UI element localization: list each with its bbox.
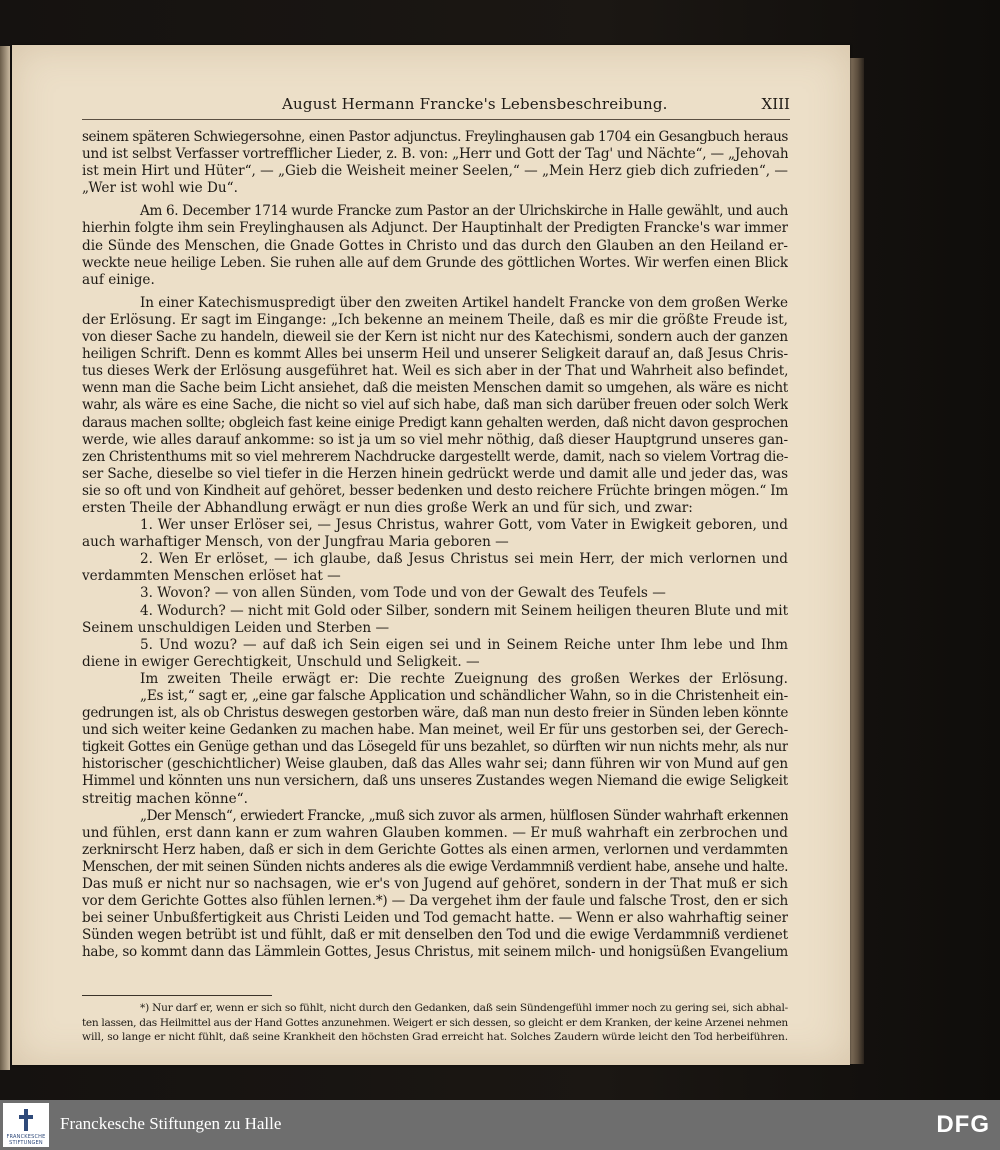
text-line: daraus machen sollte; obgleich fast keine einige Predigt kann gehalten werden, daß nicht davon gesprochen (82, 414, 788, 431)
text-line: verdammten Menschen erlöset hat — (82, 568, 341, 585)
text-line: auf einige. (82, 271, 155, 288)
text-line: wahr, als wäre es eine Sache, die nicht so viel auf sich habe, daß man sich darüber freuen oder solch Werk (82, 397, 788, 414)
text-line: ser Sache, dieselbe so viel tiefer in die Herzen hinein gedrückt werde und damit alle und jeder das, was (82, 465, 788, 482)
text-line: heiligen Schrift. Denn es kommt Alles bei unserm Heil und unserer Seligkeit darauf an, daß Jesus Chris- (82, 346, 788, 363)
text-line: streitig machen könne“. (82, 790, 248, 807)
text-line: „Wer ist wohl wie Du“. (82, 180, 238, 197)
text-line: „Es ist,“ sagt er, „eine gar falsche Application und schändlicher Wahn, so in die Christenheit ein- (140, 688, 788, 704)
text-line: der Erlösung. Er sagt im Eingange: „Ich bekenne an meinem Theile, daß es mir die größte Freude ist, (82, 311, 788, 328)
footnote-divider (82, 995, 272, 996)
text-line: 3. Wovon? — von allen Sünden, vom Tode und von der Gewalt des Teufels — (140, 585, 666, 602)
text-line: sie so oft und von Kindheit auf gehöret, besser bedenken und desto reichere Früchte bringen mögen.“ Im (82, 482, 788, 499)
footnote (82, 1001, 788, 1045)
text-line: 1. Wer unser Erlöser sei, — Jesus Christus, wahrer Gott, vom Vater in Ewigkeit geboren, und (140, 517, 788, 534)
text-line: und fühlen, erst dann kann er zum wahren Glauben kommen. — Er muß wahrhaft ein zerbrochen und (82, 824, 788, 841)
facing-page-edge (0, 46, 10, 1070)
text-line: tigkeit Gottes ein Genüge gethan und das Lösegeld für uns bezahlet, so dürften wir nun nichts mehr, als nur (82, 739, 788, 756)
text-line: und ist selbst Verfasser vortrefflicher Lieder, z. B. von: „Herr und Gott der Tag' und Nächte“, — „Jehovah (82, 146, 788, 163)
text-line: seinem späteren Schwiegersohne, einen Pastor adjunctus. Freylinghausen gab 1704 ein Gesangbuch heraus (82, 129, 788, 145)
text-line: 2. Wen Er erlöset, — ich glaube, daß Jesus Christus sei mein Herr, der mich verlornen und (140, 551, 788, 568)
text-line: Menschen, der mit seinen Sünden nichts anderes als die ewige Verdammniß verdient habe, ansehe und halte. (82, 858, 788, 875)
viewer-footer-bar (0, 1100, 1000, 1150)
page-number: XIII (761, 95, 790, 113)
text-line: zerknirscht Herz haben, daß er sich in dem Gerichte Gottes als einen armen, verlornen und verdammten (82, 841, 788, 858)
text-line: und sich weiter keine Gedanken zu machen habe. Man meinet, weil Er für uns gestorben sei, der Gerech- (82, 722, 788, 739)
text-line: diene in ewiger Gerechtigkeit, Unschuld und Seligkeit. — (82, 653, 480, 670)
text-line: Das muß er nicht nur so nachsagen, wie er's von Jugend auf gehöret, sondern in der That muß er sich (82, 876, 788, 893)
book-page (12, 45, 850, 1065)
text-line: habe, so kommt dann das Lämmlein Gottes, Jesus Christus, mit seinem milch- und honigsüßen Evangelium (82, 944, 788, 961)
logo-caption-line1: FRANCKESCHE (6, 1134, 46, 1140)
logo-caption-line2: STIFTUNGEN (9, 1140, 43, 1146)
text-line: wenn man die Sache beim Licht ansiehet, daß die meisten Menschen damit so umgehen, als wäre es nicht (82, 380, 788, 397)
institution-name[interactable]: Franckesche Stiftungen zu Halle (60, 1114, 282, 1133)
footnote-line: *) Nur darf er, wenn er sich so fühlt, nicht durch den Gedanken, daß sein Sündengefühl immer noch zu gering sei, sich abhal- (140, 1002, 788, 1014)
text-line: gedrungen ist, als ob Christus deswegen gestorben wäre, daß man nun desto freier in Sünden leben könnte (82, 705, 788, 722)
text-line: tus dieses Werk der Erlösung ausgeführet hat. Weil es sich aber in der That und Wahrheit also befindet, (82, 363, 788, 380)
book-page-edge (848, 58, 864, 1064)
dfg-logo[interactable]: DFG (936, 1111, 990, 1138)
text-line: „Der Mensch“, erwiedert Francke, „muß sich zuvor als armen, hülflosen Sünder wahrhaft erkennen (140, 807, 788, 824)
text-line: die Sünde des Menschen, die Gnade Gottes in Christo und das durch den Glauben an den Heiland er- (82, 237, 788, 254)
text-line: von dieser Sache zu handeln, dieweil sie der Kern ist nicht nur des Katechismi, sondern auch der ganzen (82, 329, 788, 346)
running-header (82, 91, 790, 120)
text-line: Im zweiten Theile erwägt er: Die rechte Zueignung des großen Werkes der Erlösung. (140, 670, 788, 687)
text-line: ist mein Hirt und Hüter“, — „Gieb die Weisheit meiner Seelen,“ — „Mein Herz gieb dich zufrieden“, — (82, 163, 788, 180)
text-line: vor dem Gerichte Gottes also fühlen lernen.*) — Da vergehet ihm der faule und falsche Trost, den er sich (82, 893, 788, 910)
text-line: ersten Theile der Abhandlung erwägt er nun dies große Werk an und für sich, und zwar: (82, 499, 693, 516)
text-line: historischer (geschichtlicher) Weise glauben, daß das Alles wahr sei; dann führen wir von Mund auf gen (82, 756, 788, 773)
text-line: Seinem unschuldigen Leiden und Sterben — (82, 619, 390, 636)
text-line: hierhin folgte ihm sein Freylinghausen als Adjunct. Der Hauptinhalt der Predigten Francke's war immer (82, 220, 788, 237)
footnote-line: ten lassen, das Heilmittel aus der Hand Gottes anzunehmen. Weigert er sich dessen, so gleicht er dem Kranken, der keine Arzenei nehmen (82, 1016, 788, 1029)
text-line: In einer Katechismuspredigt über den zweiten Artikel handelt Francke von dem großen Werke (140, 294, 788, 311)
text-line: bei seiner Unbußfertigkeit aus Christi Leiden und Tod gemacht hatte. — Wenn er also wahrhaftig seiner (82, 910, 788, 927)
text-line: Sünden wegen betrübt ist und fühlt, daß er mit denselben den Tod und die ewige Verdammniß verdienet (82, 927, 788, 944)
text-line: 5. Und wozu? — auf daß ich Sein eigen sei und in Seinem Reiche unter Ihm lebe und Ihm (140, 636, 788, 653)
footnote-line: will, so lange er nicht fühlt, daß seine Krankheit den höchsten Grad erreicht hat. Solches Zaudern würde leicht den Tod herbeiführen. (82, 1031, 788, 1043)
text-line: zen Christenthums mit so viel mehrerem Nachdrucke dargestellt werde, damit, nach so vielem Vortrag die- (82, 448, 788, 465)
institution-logo[interactable] (3, 1103, 49, 1147)
body-text (82, 129, 788, 962)
text-line: 4. Wodurch? — nicht mit Gold oder Silber, sondern mit Seinem heiligen theuren Blute und mit (140, 602, 788, 619)
cross-icon (19, 1109, 33, 1131)
text-line: Himmel und könnten uns nun versichern, daß uns unseres Zustandes wegen Niemand die ewige Seligkeit (82, 773, 788, 790)
text-line: werde, wie alles darauf ankomme: so ist ja um so viel mehr nöthig, daß dieser Hauptgrund unseres gan- (82, 431, 788, 448)
text-line: weckte neue heilige Leben. Sie ruhen alle auf dem Grunde des göttlichen Wortes. Wir werfen einen Blick (82, 254, 788, 271)
text-line: auch warhaftiger Mensch, von der Jungfrau Maria geboren — (82, 534, 509, 551)
text-line: Am 6. December 1714 wurde Francke zum Pastor an der Ulrichskirche in Halle gewählt, und auch (140, 203, 788, 220)
running-title: August Hermann Francke's Lebensbeschreibung. (282, 95, 668, 113)
